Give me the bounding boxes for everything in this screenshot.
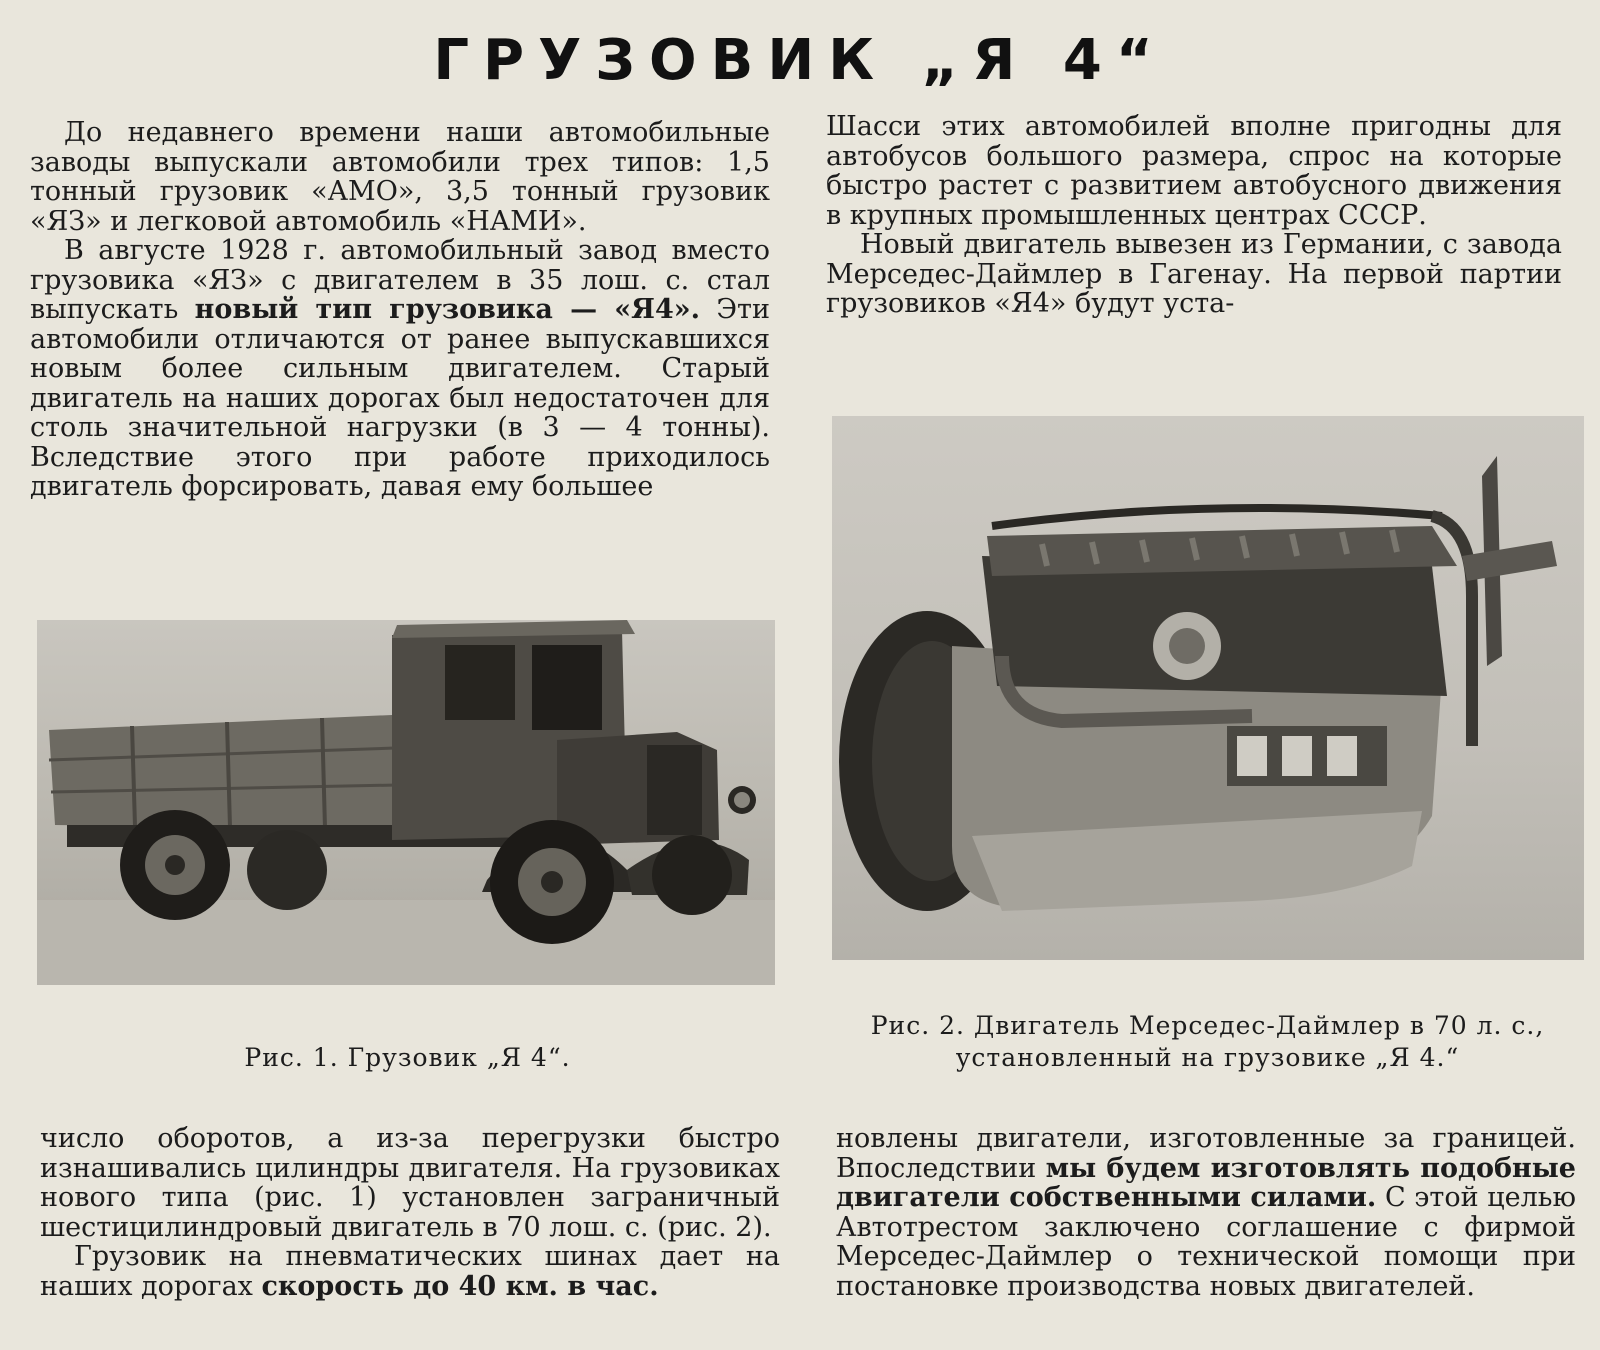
figure-2-caption — [830, 1010, 1585, 1074]
column-right-bottom — [836, 1124, 1576, 1301]
paragraph — [30, 236, 770, 502]
truck-illustration — [37, 620, 775, 985]
bold-text: мы будем изготовлять подобные двигатели собственными силами. — [836, 1152, 1576, 1213]
truck-photo — [37, 620, 775, 985]
column-right-top — [826, 112, 1562, 319]
article-title: ГРУЗОВИК „Я 4“ — [433, 28, 1167, 93]
bold-text: новый тип грузовика — «Я4». — [194, 294, 701, 325]
text-run: С этой целью Автотрестом заключено соглашение с фирмой Мерседес-Даймлер о технической помощи при постановке производства новых двигателей. — [836, 1182, 1576, 1302]
paragraph: Шасси этих автомобилей вполне пригодны для автобусов большого размера, спрос на которые быстро растет с развитием автобусного движения в крупных промышленных центрах СССР. — [826, 111, 1562, 231]
text-run: Эти автомобили отличаются от ранее выпускавшихся новым более сильным двигателем. Старый двигатель на наших дорогах был недостаточен для столь значительной нагрузки (в 3 — 4 тонны). Вследствие этого при работе приходилось двигатель форсировать, давая ему большее — [30, 294, 770, 502]
text-run: В августе 1928 г. автомобильный завод вместо грузовика «ЯЗ» с двигателем в 35 лош. с. стал выпускать — [30, 235, 770, 325]
paragraph — [40, 1242, 780, 1301]
engine-illustration — [832, 416, 1584, 960]
figure-1-caption: Рис. 1. Грузовик „Я 4“. — [244, 1043, 571, 1072]
text-run: новлены двигатели, изготовленные за границей. Впоследствии — [836, 1123, 1576, 1184]
paragraph: До недавнего времени наши автомобильные заводы выпускали автомобили трех типов: 1,5 тонный грузовик «АМО», 3,5 тонный грузовик «ЯЗ» и легковой автомобиль «НАМИ». — [30, 117, 770, 237]
caption-line: Рис. 2. Двигатель Мерседес-Даймлер в 70 л. с., — [870, 1011, 1545, 1040]
bold-text: скорость до 40 км. в час. — [261, 1270, 659, 1302]
caption-line: установленный на грузовике „Я 4.“ — [955, 1043, 1460, 1072]
column-left-bottom — [40, 1124, 780, 1301]
paragraph: число оборотов, а из-за перегрузки быстро изнашивались цилиндры двигателя. На грузовиках нового типа (рис. 1) установлен заграничный шестицилиндровый двигатель в 70 лош. с. (рис. 2). — [40, 1123, 780, 1243]
text-run: Грузовик на пневматических шинах дает на наших дорогах — [40, 1241, 780, 1302]
paragraph: Новый двигатель вывезен из Германии, с завода Мерседес-Даймлер в Гагенау. На первой партии грузовиков «Я4» будут уста- — [826, 229, 1562, 319]
column-left-top — [30, 118, 770, 502]
paragraph — [836, 1124, 1576, 1301]
engine-photo — [832, 416, 1584, 960]
